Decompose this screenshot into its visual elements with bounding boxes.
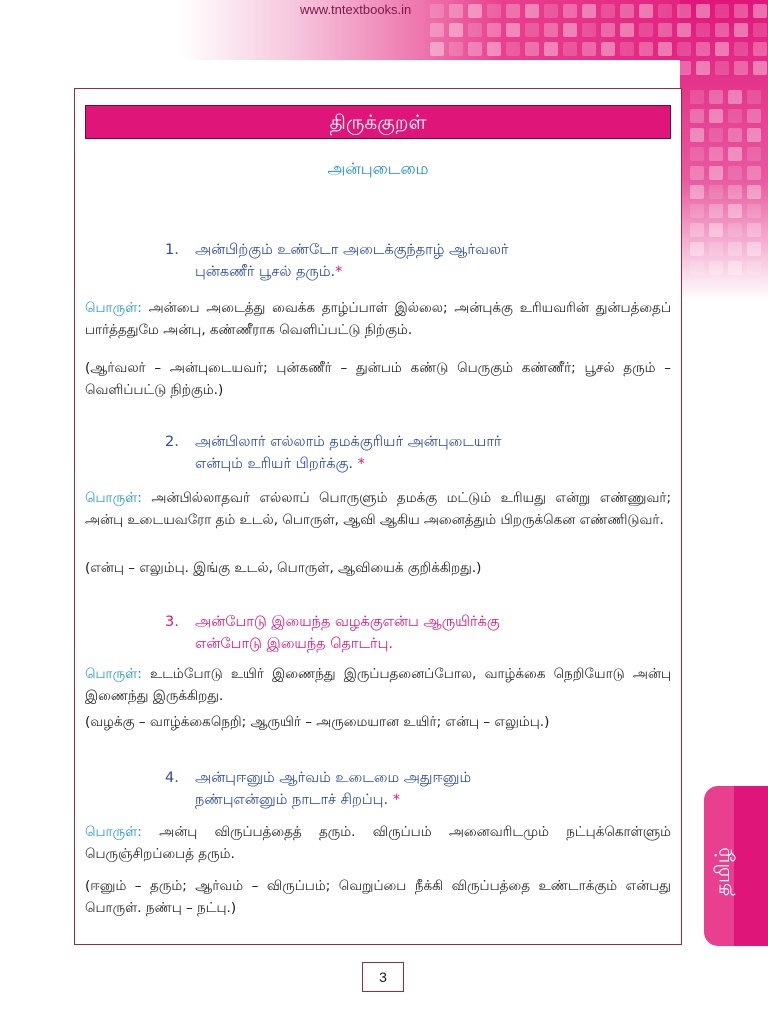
glossary-4: (ஈனும் – தரும்; ஆர்வம் – விருப்பம்; வெறுப்பை நீக்கி விருப்பத்தை உண்டாக்கும் என்பது பொருள். நண்பு – நட்பு.) bbox=[85, 878, 671, 916]
decorative-tile bbox=[525, 23, 539, 37]
content-frame bbox=[74, 88, 682, 945]
decorative-tile bbox=[563, 61, 577, 75]
decorative-tile bbox=[728, 261, 742, 275]
decorative-tile bbox=[728, 90, 742, 104]
decorative-tile bbox=[525, 4, 539, 18]
star-mark: * bbox=[335, 264, 343, 280]
decorative-tile bbox=[658, 4, 672, 18]
verse-3 bbox=[165, 611, 500, 655]
decorative-tile bbox=[620, 4, 634, 18]
decorative-tile bbox=[639, 61, 653, 75]
decorative-tile bbox=[582, 42, 596, 56]
decorative-tile bbox=[449, 4, 463, 18]
decorative-tile bbox=[430, 23, 444, 37]
meaning-text: அன்பை அடைத்து வைக்க தாழ்ப்பாள் இல்லை; அன்புக்கு உரியவரின் துன்பத்தைப் பார்த்ததுமே அன்பு, கண்ணீராக வெளிப்பட்டு நிற்கும். bbox=[85, 300, 671, 338]
decorative-tile bbox=[449, 42, 463, 56]
verse-2 bbox=[165, 431, 502, 475]
decorative-tile bbox=[734, 61, 748, 75]
decorative-tile bbox=[709, 204, 723, 218]
decorative-tile bbox=[658, 42, 672, 56]
decorative-tile bbox=[709, 223, 723, 237]
decorative-tile bbox=[728, 185, 742, 199]
decorative-tile bbox=[728, 204, 742, 218]
decorative-tile bbox=[468, 4, 482, 18]
decorative-tile bbox=[715, 61, 729, 75]
decorative-tile bbox=[709, 128, 723, 142]
decorative-tile bbox=[468, 61, 482, 75]
decorative-tile bbox=[430, 42, 444, 56]
decorative-tile bbox=[715, 4, 729, 18]
meaning-2 bbox=[85, 487, 671, 531]
decorative-tile bbox=[747, 204, 761, 218]
verse-4 bbox=[165, 767, 472, 811]
decorative-tile bbox=[677, 61, 691, 75]
decorative-tile bbox=[690, 204, 704, 218]
verse-line-1: அன்பிற்கும் உண்டோ அடைக்குந்தாழ் ஆர்வலர் bbox=[195, 242, 509, 258]
decorative-tile bbox=[709, 261, 723, 275]
star-mark: * bbox=[392, 792, 400, 808]
decorative-tile bbox=[658, 61, 672, 75]
decorative-tile bbox=[449, 61, 463, 75]
decorative-tile bbox=[544, 23, 558, 37]
decorative-tile bbox=[696, 42, 710, 56]
decorative-tile bbox=[506, 42, 520, 56]
meaning-1 bbox=[85, 297, 671, 341]
verse-line-2: நண்புஎன்னும் நாடாச் சிறப்பு. bbox=[195, 792, 389, 808]
page-number: 3 bbox=[362, 962, 404, 992]
decorative-tile bbox=[747, 128, 761, 142]
site-url: www.tntextbooks.in bbox=[300, 2, 412, 17]
decorative-tile bbox=[544, 42, 558, 56]
glossary-1: (ஆர்வலர் – அன்புடையவர்; புன்கணீர் – துன்பம் கண்டு பெருகும் கண்ணீர்; பூசல் தரும் – வெளிப்பட்டு நிற்கும்.) bbox=[85, 360, 671, 398]
decorative-tile bbox=[601, 61, 615, 75]
decorative-tile bbox=[709, 185, 723, 199]
verse-line-1: அன்புஈனும் ஆர்வம் உடைமை அதுஈனும் bbox=[195, 770, 472, 786]
decorative-tile bbox=[734, 23, 748, 37]
decorative-tile bbox=[728, 223, 742, 237]
decorative-tile bbox=[747, 109, 761, 123]
decorative-tile bbox=[582, 23, 596, 37]
meaning-4 bbox=[85, 821, 671, 865]
meaning-label: பொருள்: bbox=[85, 666, 142, 682]
meaning-3 bbox=[85, 663, 671, 707]
decorative-tile bbox=[468, 23, 482, 37]
decorative-tile bbox=[544, 61, 558, 75]
meaning-text: உடம்போடு உயிர் இணைந்து இருப்பதனைப்போல, வாழ்க்கை நெறியோடு அன்பு இணைந்து இருக்கிறது. bbox=[85, 666, 671, 704]
decorative-tile bbox=[506, 23, 520, 37]
decorative-tile bbox=[563, 42, 577, 56]
decorative-tile bbox=[696, 4, 710, 18]
meaning-label: பொருள்: bbox=[85, 300, 142, 316]
chapter-title: அன்புடைமை bbox=[327, 159, 429, 178]
decorative-tile bbox=[696, 61, 710, 75]
meaning-label: பொருள்: bbox=[85, 824, 142, 840]
decorative-tile bbox=[709, 147, 723, 161]
decorative-tile bbox=[690, 109, 704, 123]
decorative-tile bbox=[715, 23, 729, 37]
decorative-tile bbox=[753, 61, 767, 75]
decorative-tile bbox=[690, 90, 704, 104]
decorative-tile bbox=[658, 23, 672, 37]
star-mark: * bbox=[357, 456, 365, 472]
decorative-tile bbox=[690, 147, 704, 161]
verse-number: 4. bbox=[165, 770, 179, 786]
decorative-tile bbox=[747, 166, 761, 180]
meaning-label: பொருள்: bbox=[85, 490, 142, 506]
decorative-tile bbox=[747, 90, 761, 104]
decorative-tile bbox=[468, 42, 482, 56]
verse-number: 2. bbox=[165, 434, 179, 450]
decorative-tile bbox=[753, 42, 767, 56]
glossary-3: (வழக்கு – வாழ்க்கைநெறி; ஆருயிர் – அருமையான உயிர்; என்பு – எலும்பு.) bbox=[85, 714, 550, 730]
decorative-tile bbox=[563, 4, 577, 18]
decorative-tile bbox=[487, 23, 501, 37]
decorative-tile bbox=[753, 4, 767, 18]
decorative-tile bbox=[690, 185, 704, 199]
decorative-tile bbox=[639, 42, 653, 56]
decorative-tile bbox=[715, 42, 729, 56]
decorative-tile bbox=[728, 242, 742, 256]
side-tab-label: தமிழ் bbox=[710, 847, 734, 896]
decorative-tile bbox=[696, 23, 710, 37]
decorative-tile bbox=[709, 166, 723, 180]
decorative-tile bbox=[620, 23, 634, 37]
page-title: திருக்குறள் bbox=[85, 105, 671, 139]
decorative-tile bbox=[563, 23, 577, 37]
decorative-tile bbox=[677, 42, 691, 56]
decorative-tile bbox=[487, 42, 501, 56]
decorative-tile bbox=[728, 109, 742, 123]
decorative-tile bbox=[709, 109, 723, 123]
decorative-tile bbox=[690, 223, 704, 237]
decorative-tile bbox=[430, 4, 444, 18]
decorative-tile bbox=[601, 23, 615, 37]
glossary-2: (என்பு – எலும்பு. இங்கு உடல், பொருள், ஆவியைக் குறிக்கிறது.) bbox=[85, 560, 482, 576]
decorative-tile bbox=[620, 42, 634, 56]
decorative-tile bbox=[506, 61, 520, 75]
side-tab-inner bbox=[734, 786, 768, 946]
decorative-tile bbox=[639, 23, 653, 37]
decorative-tile bbox=[525, 42, 539, 56]
subject-side-tab bbox=[704, 786, 768, 946]
decorative-tile bbox=[734, 42, 748, 56]
decorative-tile bbox=[690, 166, 704, 180]
verse-number: 1. bbox=[165, 242, 179, 258]
decorative-tile bbox=[449, 23, 463, 37]
decorative-tile bbox=[728, 128, 742, 142]
decorative-tile bbox=[487, 4, 501, 18]
decorative-tile bbox=[734, 4, 748, 18]
decorative-tile bbox=[753, 23, 767, 37]
decorative-tile bbox=[544, 4, 558, 18]
decorative-tile bbox=[709, 90, 723, 104]
decorative-tile bbox=[709, 242, 723, 256]
decorative-tile bbox=[601, 42, 615, 56]
decorative-tile bbox=[690, 128, 704, 142]
decorative-tile bbox=[582, 61, 596, 75]
decorative-tile bbox=[728, 147, 742, 161]
decorative-tile bbox=[728, 166, 742, 180]
verse-line-1: அன்போடு இயைந்த வழக்குஎன்ப ஆருயிர்க்கு bbox=[195, 614, 500, 630]
decorative-tile bbox=[747, 261, 761, 275]
decorative-tile bbox=[747, 185, 761, 199]
verse-line-2: என்போடு இயைந்த தொடர்பு. bbox=[195, 636, 394, 652]
verse-1 bbox=[165, 239, 509, 283]
decorative-tile bbox=[690, 261, 704, 275]
decorative-tile bbox=[677, 23, 691, 37]
decorative-tile bbox=[690, 242, 704, 256]
verse-line-2: என்பும் உரியர் பிறர்க்கு. bbox=[195, 456, 354, 472]
meaning-text: அன்பு விருப்பத்தைத் தரும். விருப்பம் அனைவரிடமும் நட்புக்கொள்ளும் பெருஞ்சிறப்பைத் தரும். bbox=[85, 824, 671, 862]
decorative-tile bbox=[525, 61, 539, 75]
decorative-tile bbox=[677, 4, 691, 18]
verse-line-2: புன்கணீர் பூசல் தரும். bbox=[195, 264, 336, 280]
decorative-tile bbox=[506, 4, 520, 18]
decorative-tile bbox=[747, 147, 761, 161]
decorative-tile bbox=[747, 223, 761, 237]
meaning-text: அன்பில்லாதவர் எல்லாப் பொருளும் தமக்கு மட்டும் உரியது என்று எண்ணுவர்; அன்பு உடையவரோ தம் உடல், பொருள், ஆவி ஆகிய அனைத்தும் பிறருக்கென எண்ணிடுவர். bbox=[85, 490, 671, 528]
decorative-tile bbox=[601, 4, 615, 18]
decorative-tile bbox=[620, 61, 634, 75]
decorative-tile bbox=[747, 242, 761, 256]
decorative-tile bbox=[582, 4, 596, 18]
verse-line-1: அன்பிலார் எல்லாம் தமக்குரியர் அன்புடையார் bbox=[195, 434, 502, 450]
decorative-tile bbox=[639, 4, 653, 18]
decorative-tile bbox=[487, 61, 501, 75]
decorative-tile bbox=[430, 61, 444, 75]
verse-number: 3. bbox=[165, 614, 179, 630]
